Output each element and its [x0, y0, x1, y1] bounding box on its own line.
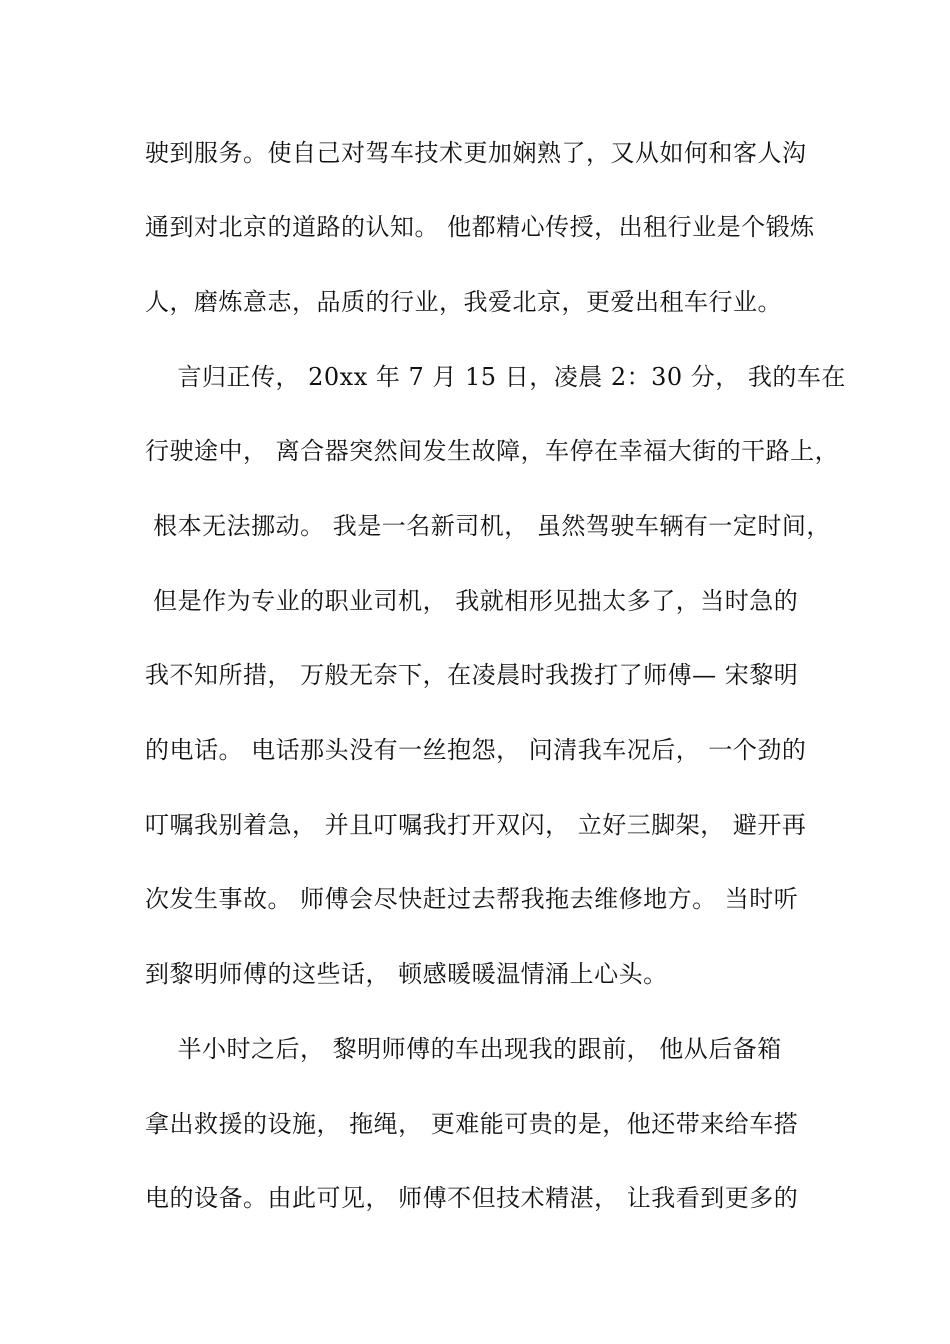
text-line: 人，磨炼意志，品质的行业，我爱北京，更爱出租车行业。	[145, 288, 782, 316]
text-line: 到黎明师傅的这些话， 顿感暖暖温情涌上心头。	[145, 960, 668, 988]
text-line: 的电话。 电话那头没有一丝抱怨， 问清我车况后， 一个劲的	[145, 736, 807, 764]
text-line: 电的设备。由此可见， 师傅不但技术精湛， 让我看到更多的	[145, 1184, 799, 1212]
text-line: 根本无法挪动。 我是一名新司机， 虽然驾驶车辆有一定时间，	[145, 512, 831, 540]
text-line: 半小时之后， 黎明师傅的车出现我的跟前， 他从后备箱	[145, 1035, 782, 1063]
text-line: 我不知所措， 万般无奈下，在凌晨时我拨打了师傅— 宋黎明	[145, 661, 799, 689]
text-line: 行驶途中， 离合器突然间发生故障，车停在幸福大街的干路上，	[145, 437, 840, 465]
text-line: 通到对北京的道路的认知。 他都精心传授，出租行业是个锻炼	[145, 213, 815, 241]
text-line: 言归正传， 20xx 年 7 月 15 日，凌晨 2：30 分， 我的车在	[145, 363, 846, 391]
text-line: 但是作为专业的职业司机， 我就相形见拙太多了，当时急的	[145, 587, 799, 615]
text-line: 次发生事故。 师傅会尽快赶过去帮我拖去维修地方。 当时听	[145, 885, 799, 913]
text-line: 拿出救援的设施， 拖绳， 更难能可贵的是，他还带来给车搭	[145, 1110, 799, 1138]
text-line: 驶到服务。使自己对驾车技术更加娴熟了，又从如何和客人沟	[145, 139, 807, 167]
text-line: 叮嘱我别着急， 并且叮嘱我打开双闪， 立好三脚架， 避开再	[145, 811, 807, 839]
